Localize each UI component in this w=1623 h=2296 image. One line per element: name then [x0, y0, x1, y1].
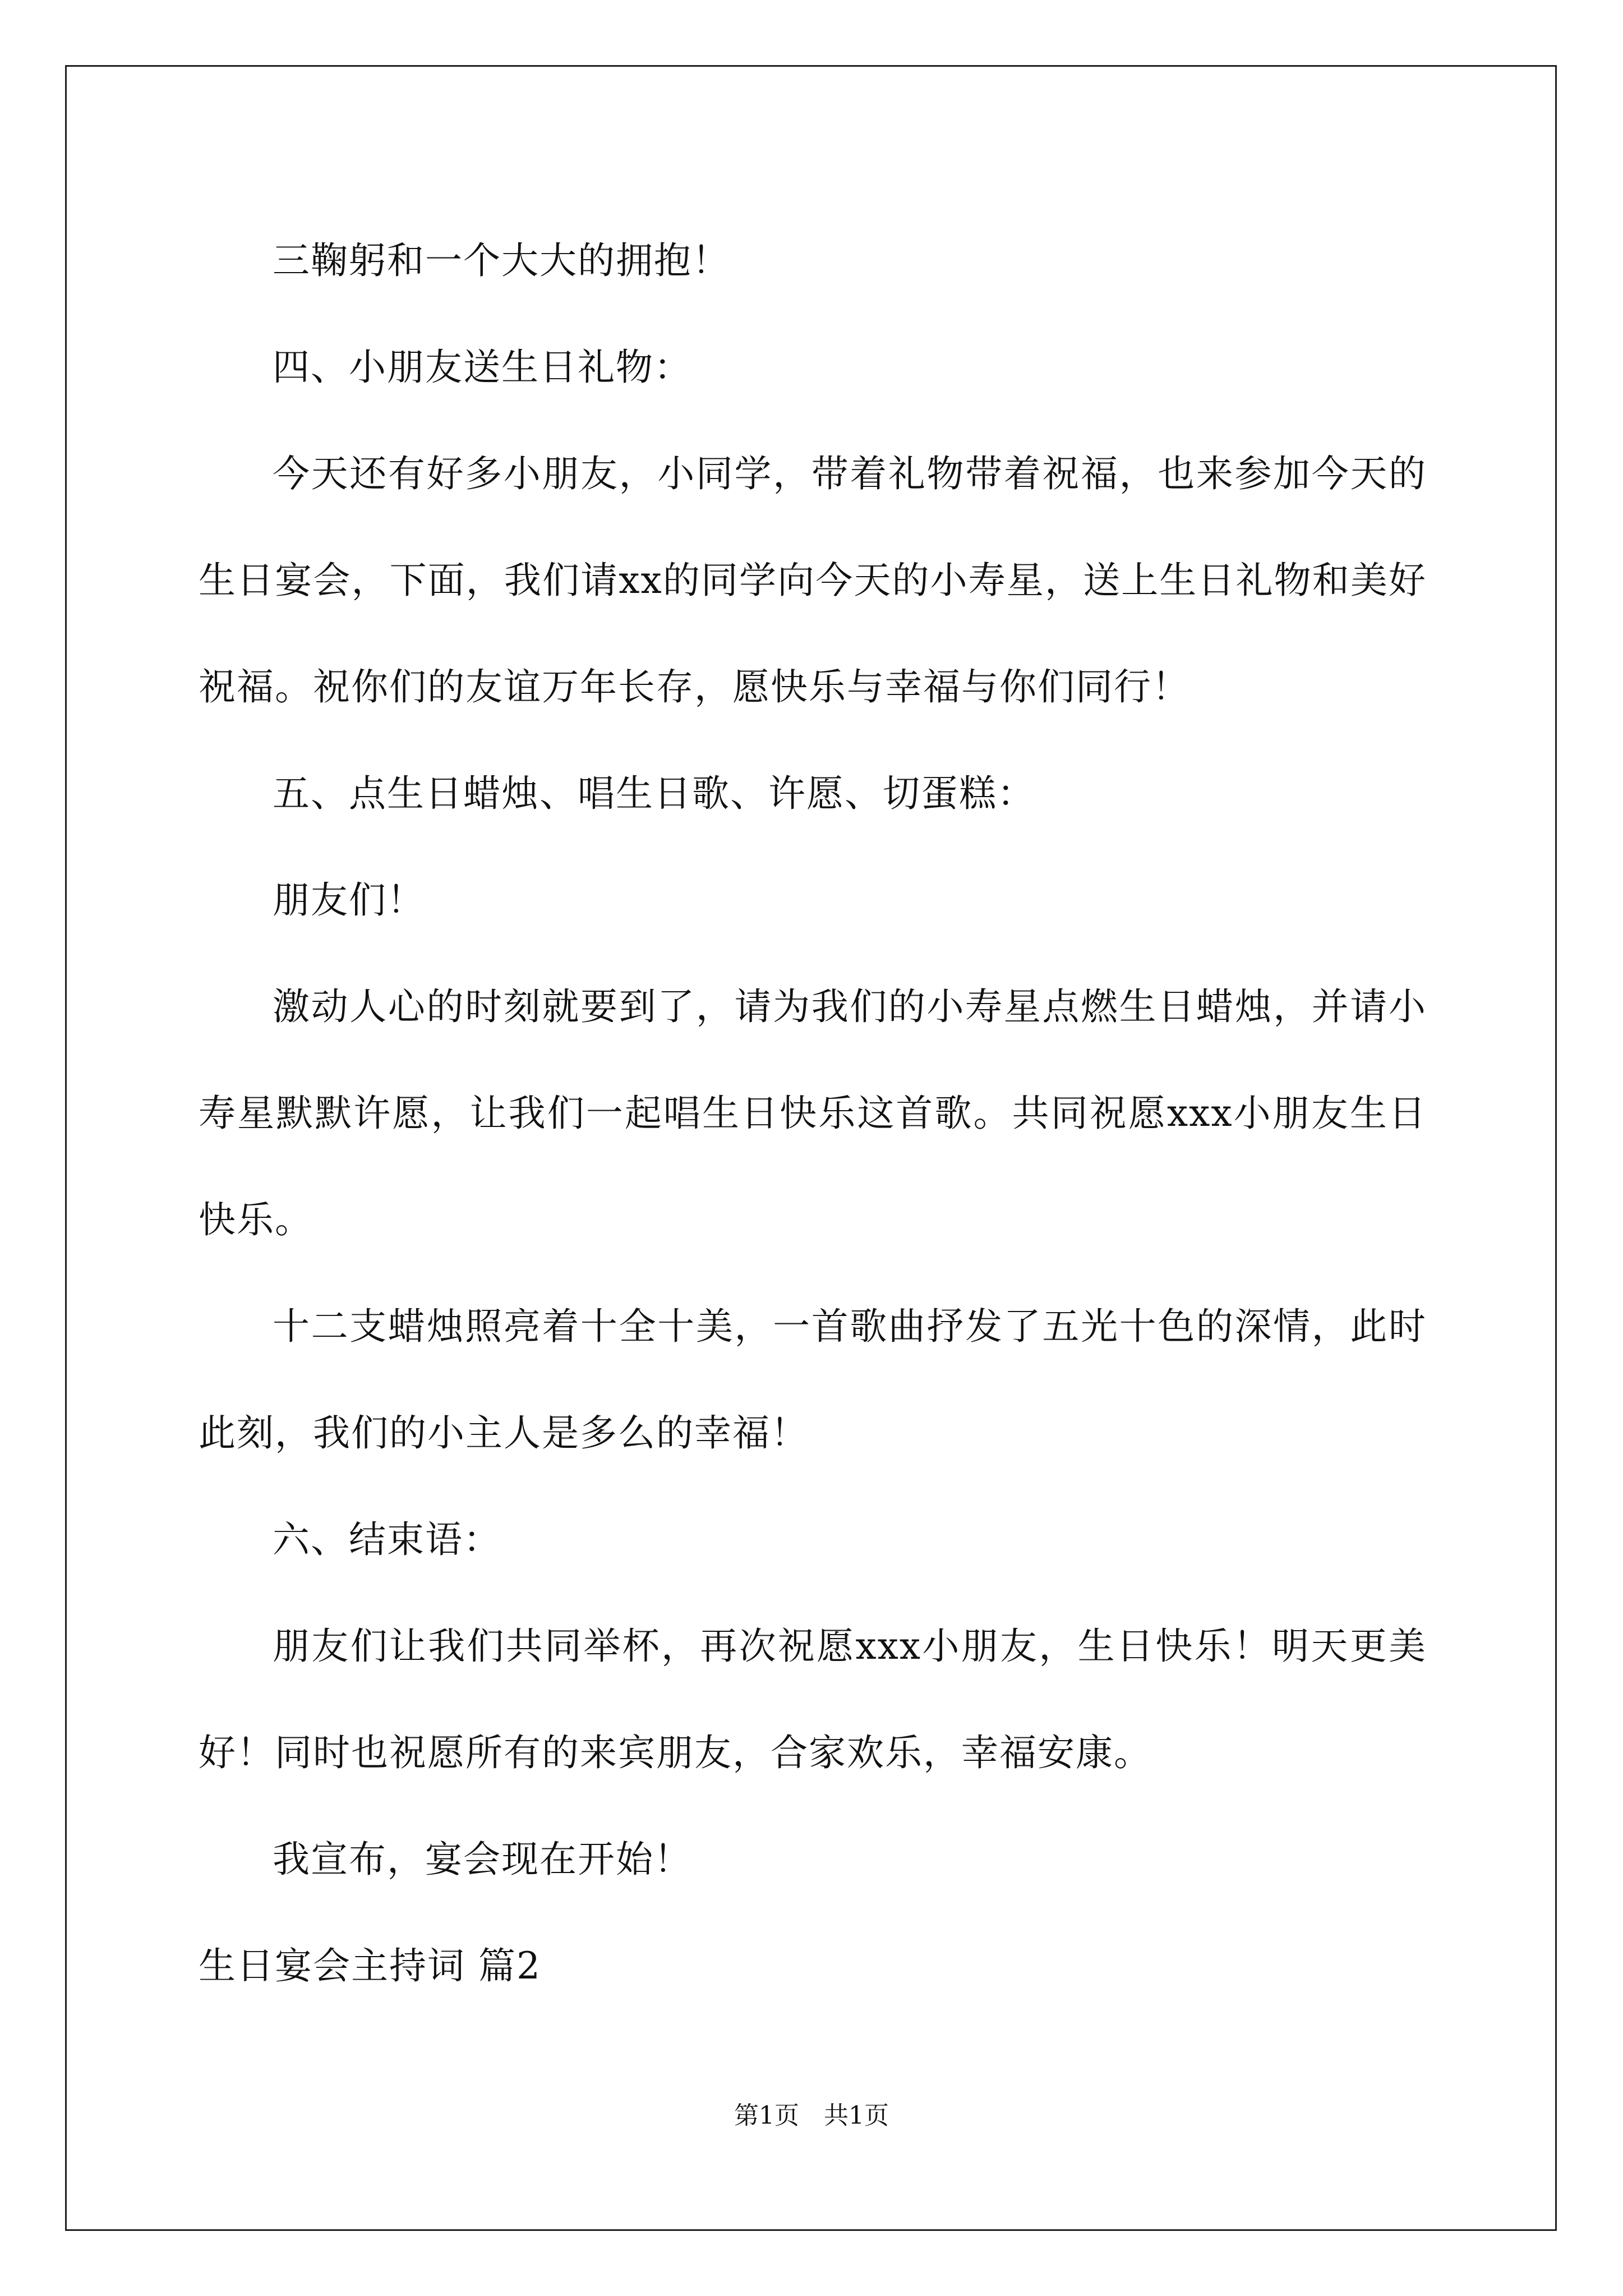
paragraph: 激动人心的时刻就要到了，请为我们的小寿星点燃生日蜡烛，并请小寿星默默许愿，让我们一起唱生日快乐这首歌。共同祝愿xxx小朋友生日快乐。 — [199, 985, 1427, 1241]
section-heading: 六、结束语： — [273, 1518, 501, 1561]
paragraph: 十二支蜡烛照亮着十全十美，一首歌曲抒发了五光十色的深情，此时此刻，我们的小主人是多么的幸福！ — [199, 1305, 1427, 1455]
document-body — [199, 208, 1427, 2019]
section-title: 生日宴会主持词 篇2 — [199, 1944, 541, 1987]
paragraph: 朋友们让我们共同举杯，再次祝愿xxx小朋友，生日快乐！明天更美好！同时也祝愿所有的来宾朋友，合家欢乐，幸福安康。 — [199, 1625, 1427, 1774]
page-footer: 第1页 共1页 — [734, 2101, 889, 2130]
section-heading: 四、小朋友送生日礼物： — [273, 346, 692, 389]
paragraph: 朋友们！ — [273, 878, 425, 922]
section-heading: 五、点生日蜡烛、唱生日歌、许愿、切蛋糕： — [273, 772, 1035, 815]
paragraph: 我宣布，宴会现在开始！ — [273, 1838, 692, 1881]
paragraph: 三鞠躬和一个大大的拥抱！ — [273, 239, 730, 282]
paragraph: 今天还有好多小朋友，小同学，带着礼物带着祝福，也来参加今天的生日宴会，下面，我们请xx的同学向今天的小寿星，送上生日礼物和美好祝福。祝你们的友谊万年长存，愿快乐与幸福与你们同行！ — [199, 452, 1427, 708]
